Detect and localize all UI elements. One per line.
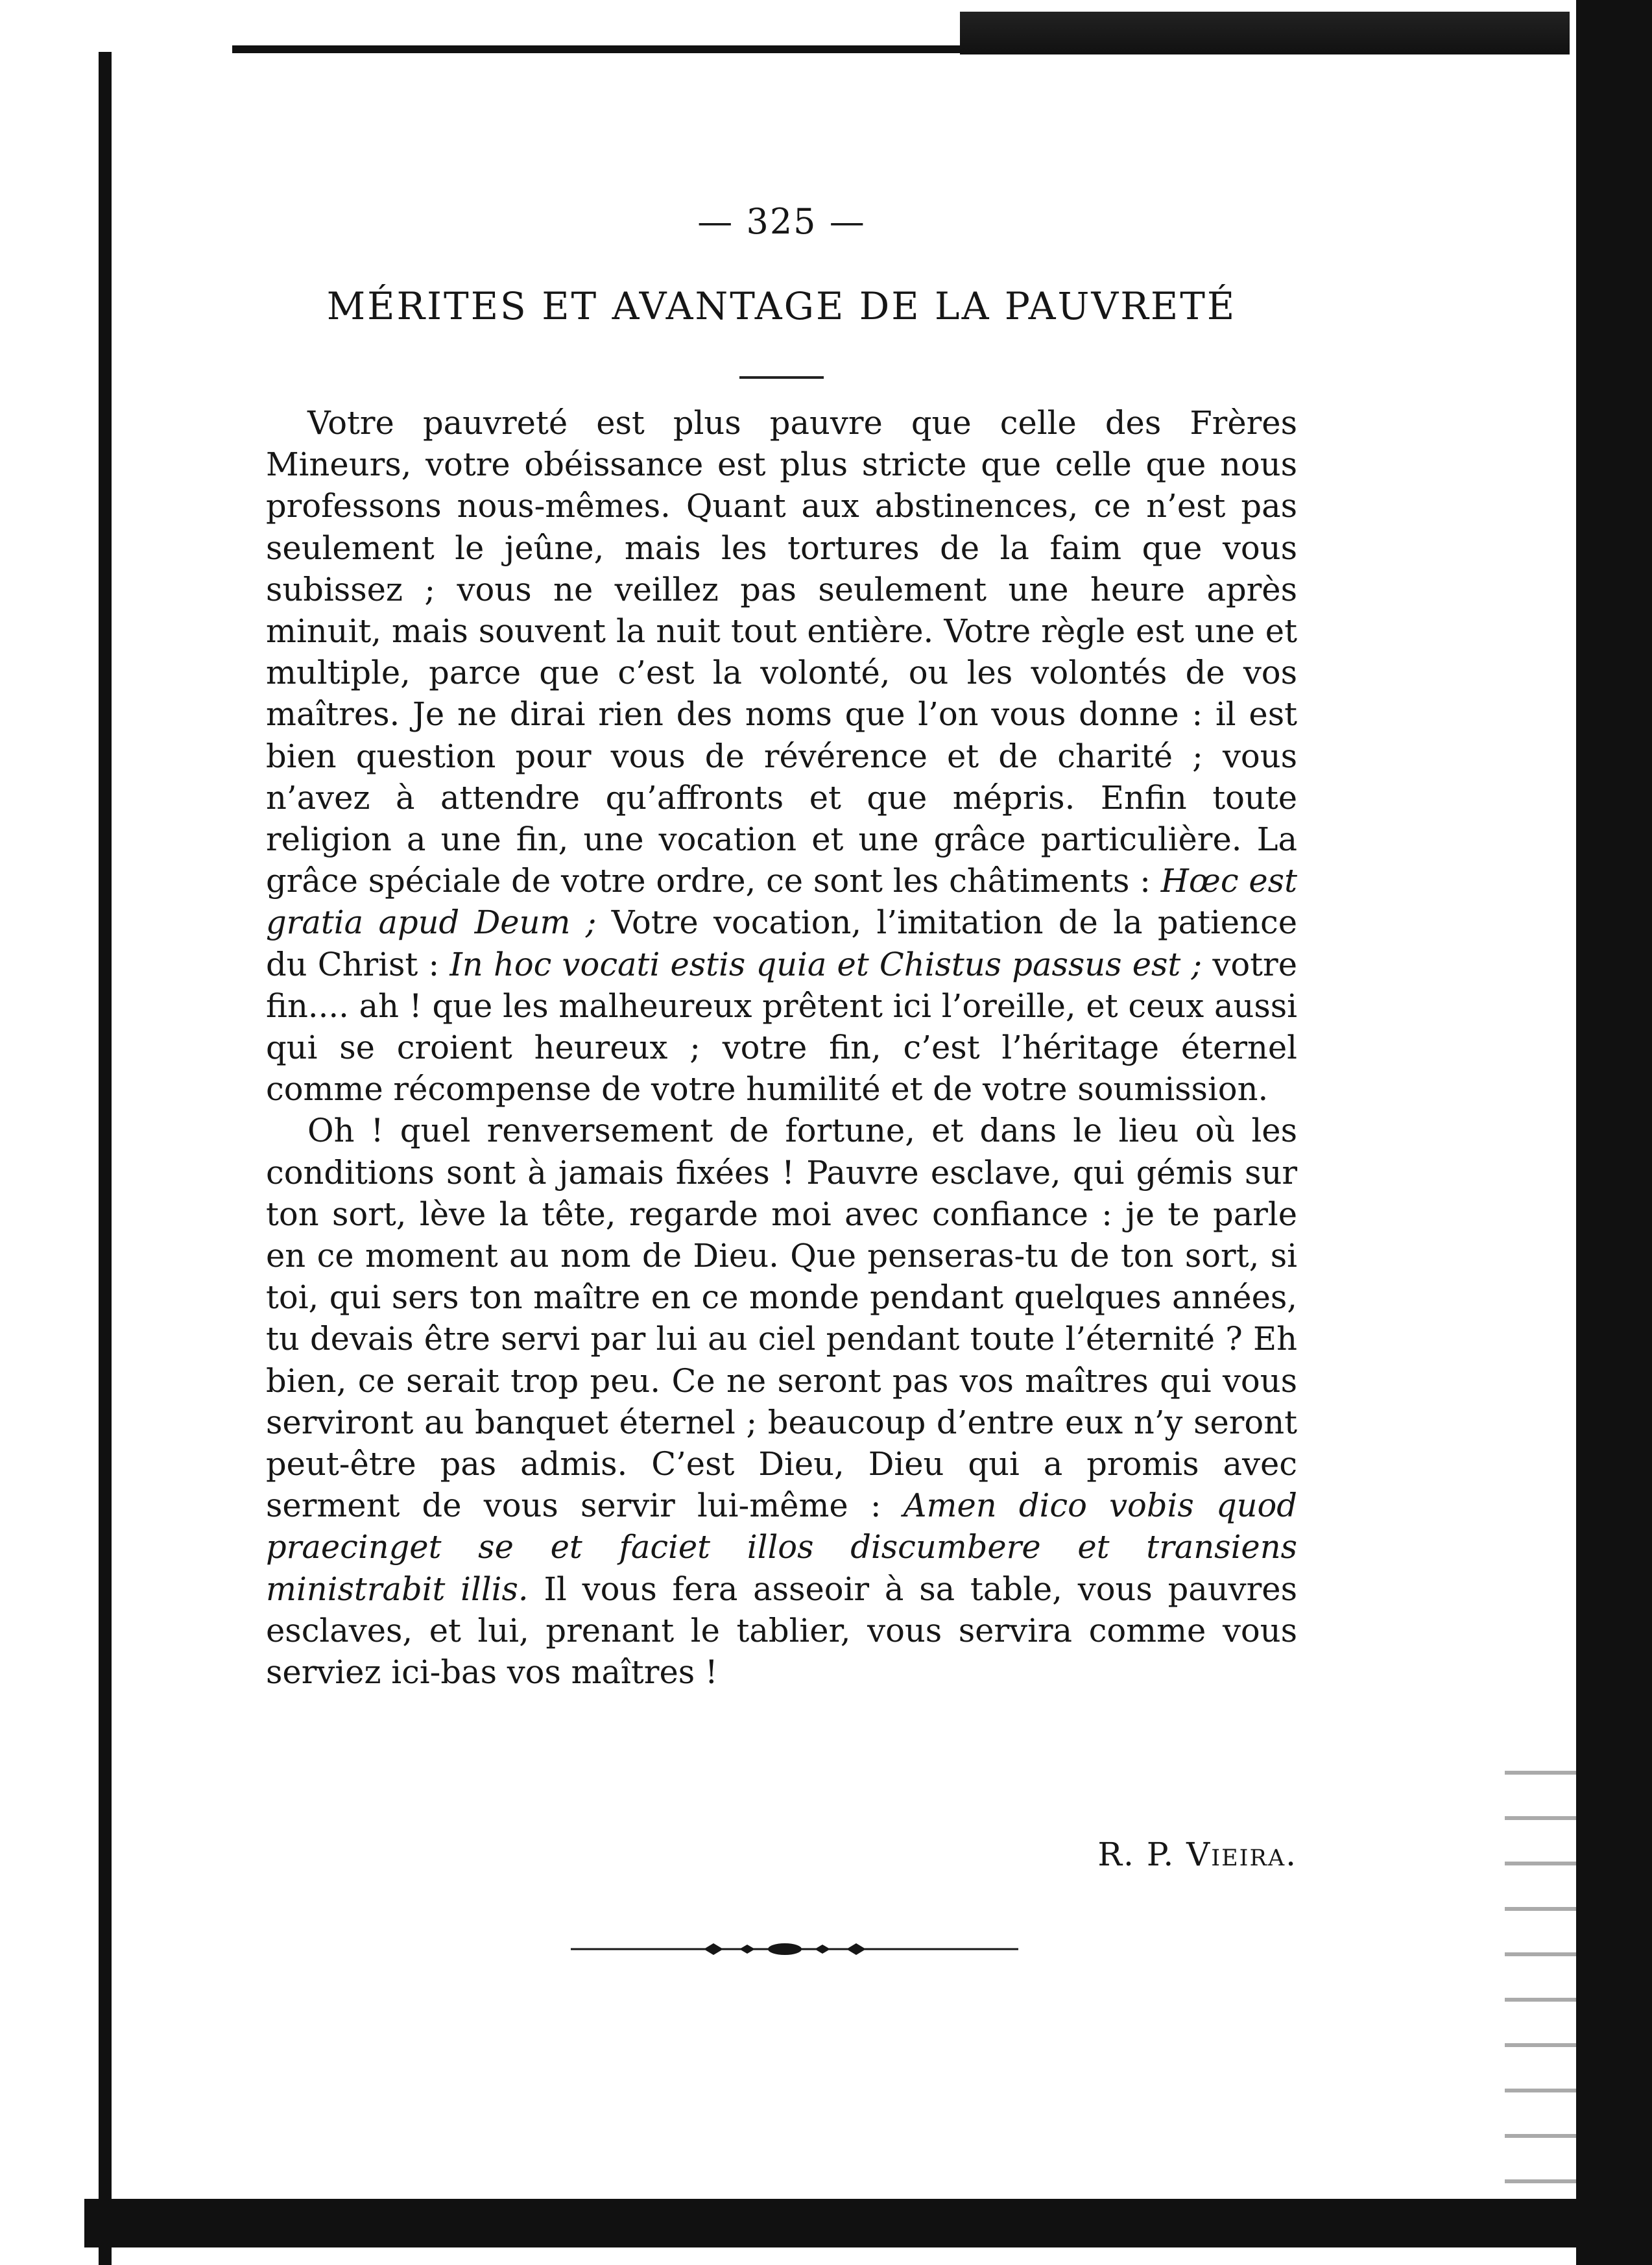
body-text bbox=[266, 402, 1297, 1693]
text-segment: Votre vocation, l’imitation de la patience du Christ : bbox=[266, 904, 1297, 983]
latin-quote: In hoc vocati estis quia et Chistus passus est ; bbox=[449, 945, 1203, 983]
scan-border-right bbox=[1576, 0, 1652, 2265]
end-ornament bbox=[571, 1939, 1018, 1959]
scan-border-bottom bbox=[84, 2199, 1576, 2247]
signature-initials: R. P. bbox=[1097, 1836, 1175, 1873]
paragraph-2 bbox=[266, 1110, 1297, 1693]
text-segment: Votre pauvreté est plus pauvre que celle des Frères Mineurs, votre obéissance est plus stricte que celle que nous professons nous-mêmes. Quant aux abstinences, ce n’est pas seulement le jeûne, mais les tortures de la faim que vous subissez ; vous ne veillez pas seulement une heure après minuit, mais souvent la nuit tout entière. Votre règle est une et multiple, parce que c’est la volonté, ou les volontés de vos maîtres. Je ne dirai rien des noms que l’on vous donne : il est bien question pour vous de révérence et de charité ; vous n’avez à attendre qu’affronts et que mépris. Enfin toute religion a une fin, une vocation et une grâce particulière. La grâce spéciale de votre ordre, ce sont les châtiments : bbox=[266, 404, 1297, 900]
scan-shadow-top-right bbox=[960, 12, 1570, 54]
scan-edge-noise bbox=[1505, 1751, 1576, 2218]
latin-quote: Amen dico vobis quod praecinget se et faciet illos discumbere et transiens ministrabit illis. bbox=[266, 1487, 1297, 1608]
latin-quote: Hœc est gratia apud Deum ; bbox=[266, 862, 1297, 942]
paragraph-1 bbox=[266, 402, 1297, 1110]
scan-border-left bbox=[99, 52, 112, 2265]
page-title: MÉRITES ET AVANTAGE DE LA PAUVRETÉ bbox=[326, 284, 1237, 328]
signature-name: Vieira. bbox=[1186, 1836, 1297, 1873]
title-rule bbox=[739, 376, 824, 379]
text-segment: votre fin.... ah ! que les malheureux prêtent ici l’oreille, et ceux aussi qui se croient heureux ; votre fin, c’est l’héritage éternel comme récompense de votre humilité et de votre soumission. bbox=[266, 945, 1297, 1109]
author-signature bbox=[973, 1836, 1297, 1873]
text-segment: Il vous fera asseoir à sa table, vous pauvres esclaves, et lui, prenant le tablier, vous servira comme vous serviez ici-bas vos maîtres ! bbox=[266, 1570, 1297, 1692]
text-segment: Oh ! quel renversement de fortune, et dans le lieu où les conditions sont à jamais fixées ! Pauvre esclave, qui gémis sur ton sort, lève la tête, regarde moi avec confiance : je te parle en ce moment au nom de Dieu. Que penseras-tu de ton sort, si toi, qui sers ton maître en ce monde pendant quelques années, tu devais être servi par lui au ciel pendant toute l’éternité ? Eh bien, ce serait trop peu. Ce ne seront pas vos maîtres qui vous serviront au banquet éternel ; beaucoup d’entre eux n’y seront peut-être pas admis. C’est Dieu, Dieu qui a promis avec serment de vous servir lui-même : bbox=[266, 1112, 1297, 1525]
page-number: — 325 — bbox=[697, 201, 866, 242]
